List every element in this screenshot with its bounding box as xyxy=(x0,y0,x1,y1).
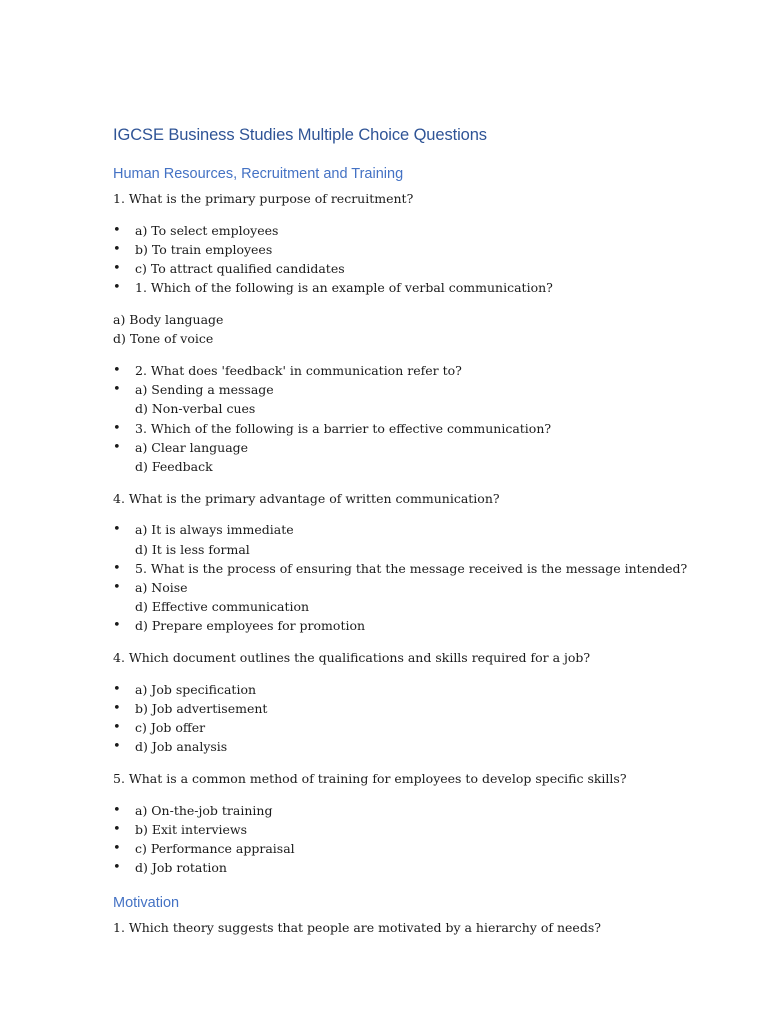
option-list xyxy=(113,680,713,757)
bullet-icon: • xyxy=(113,860,121,876)
list-item: • d) Prepare employees for promotion xyxy=(113,616,713,635)
bullet-icon: • xyxy=(113,802,121,818)
list-item: • 2. What does 'feedback' in communication refer to? xyxy=(113,361,713,380)
option-list xyxy=(113,221,713,298)
bullet-icon: • xyxy=(113,579,121,595)
question-text: 1. What is the primary purpose of recruitment? xyxy=(113,191,414,206)
document-body xyxy=(113,123,713,937)
option-list xyxy=(113,520,713,635)
section-heading-motivation: Motivation xyxy=(113,894,180,911)
bullet-icon: • xyxy=(113,382,121,398)
bullet-icon: • xyxy=(113,560,121,576)
list-item: • b) Exit interviews xyxy=(113,820,713,839)
list-item: • a) To select employees xyxy=(113,221,713,240)
question-text: 4. Which document outlines the qualifications and skills required for a job? xyxy=(113,650,591,666)
answer-line: a) Body language xyxy=(113,312,224,328)
list-item: • c) Job offer xyxy=(113,718,713,737)
list-item: • a) It is always immediate d) It is less formal xyxy=(113,522,294,557)
bullet-icon: • xyxy=(113,439,121,455)
bullet-icon: • xyxy=(113,821,121,837)
option-list xyxy=(113,361,713,476)
question-text: 1. Which theory suggests that people are motivated by a hierarchy of needs? xyxy=(113,919,601,935)
bullet-icon: • xyxy=(113,280,121,296)
bullet-icon: • xyxy=(113,841,121,857)
bullet-icon: • xyxy=(113,720,121,736)
section-heading-hr: Human Resources, Recruitment and Training xyxy=(113,166,404,182)
bullet-icon: • xyxy=(113,681,121,697)
list-item: • a) Sending a message d) Non-verbal cues xyxy=(113,382,274,417)
bullet-icon: • xyxy=(113,241,121,257)
list-item: • c) Performance appraisal xyxy=(113,839,713,858)
list-item: • 5. What is the process of ensuring that the message received is the message intended? xyxy=(113,559,713,578)
list-item: • d) Job rotation xyxy=(113,858,713,877)
bullet-icon: • xyxy=(113,261,121,277)
bullet-icon: • xyxy=(113,420,121,436)
question-text: 5. What is a common method of training for employees to develop specific skills? xyxy=(113,771,627,787)
list-item: • d) Job analysis xyxy=(113,737,713,756)
list-item: • a) Job specification xyxy=(113,680,713,699)
bullet-icon: • xyxy=(113,700,121,716)
bullet-icon: • xyxy=(113,222,121,238)
answer-line: d) Tone of voice xyxy=(113,331,214,347)
list-item: • a) Clear language d) Feedback xyxy=(113,439,249,474)
list-item: • 1. Which of the following is an example of verbal communication? xyxy=(113,278,713,297)
question-text: 4. What is the primary advantage of written communication? xyxy=(113,490,500,506)
list-item: • a) Noise d) Effective communication xyxy=(113,579,310,615)
bullet-icon: • xyxy=(113,522,121,538)
bullet-icon: • xyxy=(113,362,121,378)
list-item: • 3. Which of the following is a barrier to effective communication? xyxy=(113,419,713,438)
list-item: • a) On-the-job training xyxy=(113,801,713,820)
bullet-icon: • xyxy=(113,618,121,634)
bullet-icon: • xyxy=(113,739,121,755)
list-item: • b) To train employees xyxy=(113,240,713,259)
list-item: • c) To attract qualified candidates xyxy=(113,259,713,278)
list-item: • b) Job advertisement xyxy=(113,699,713,718)
document-title: IGCSE Business Studies Multiple Choice Questions xyxy=(113,126,487,144)
option-list xyxy=(113,801,713,878)
